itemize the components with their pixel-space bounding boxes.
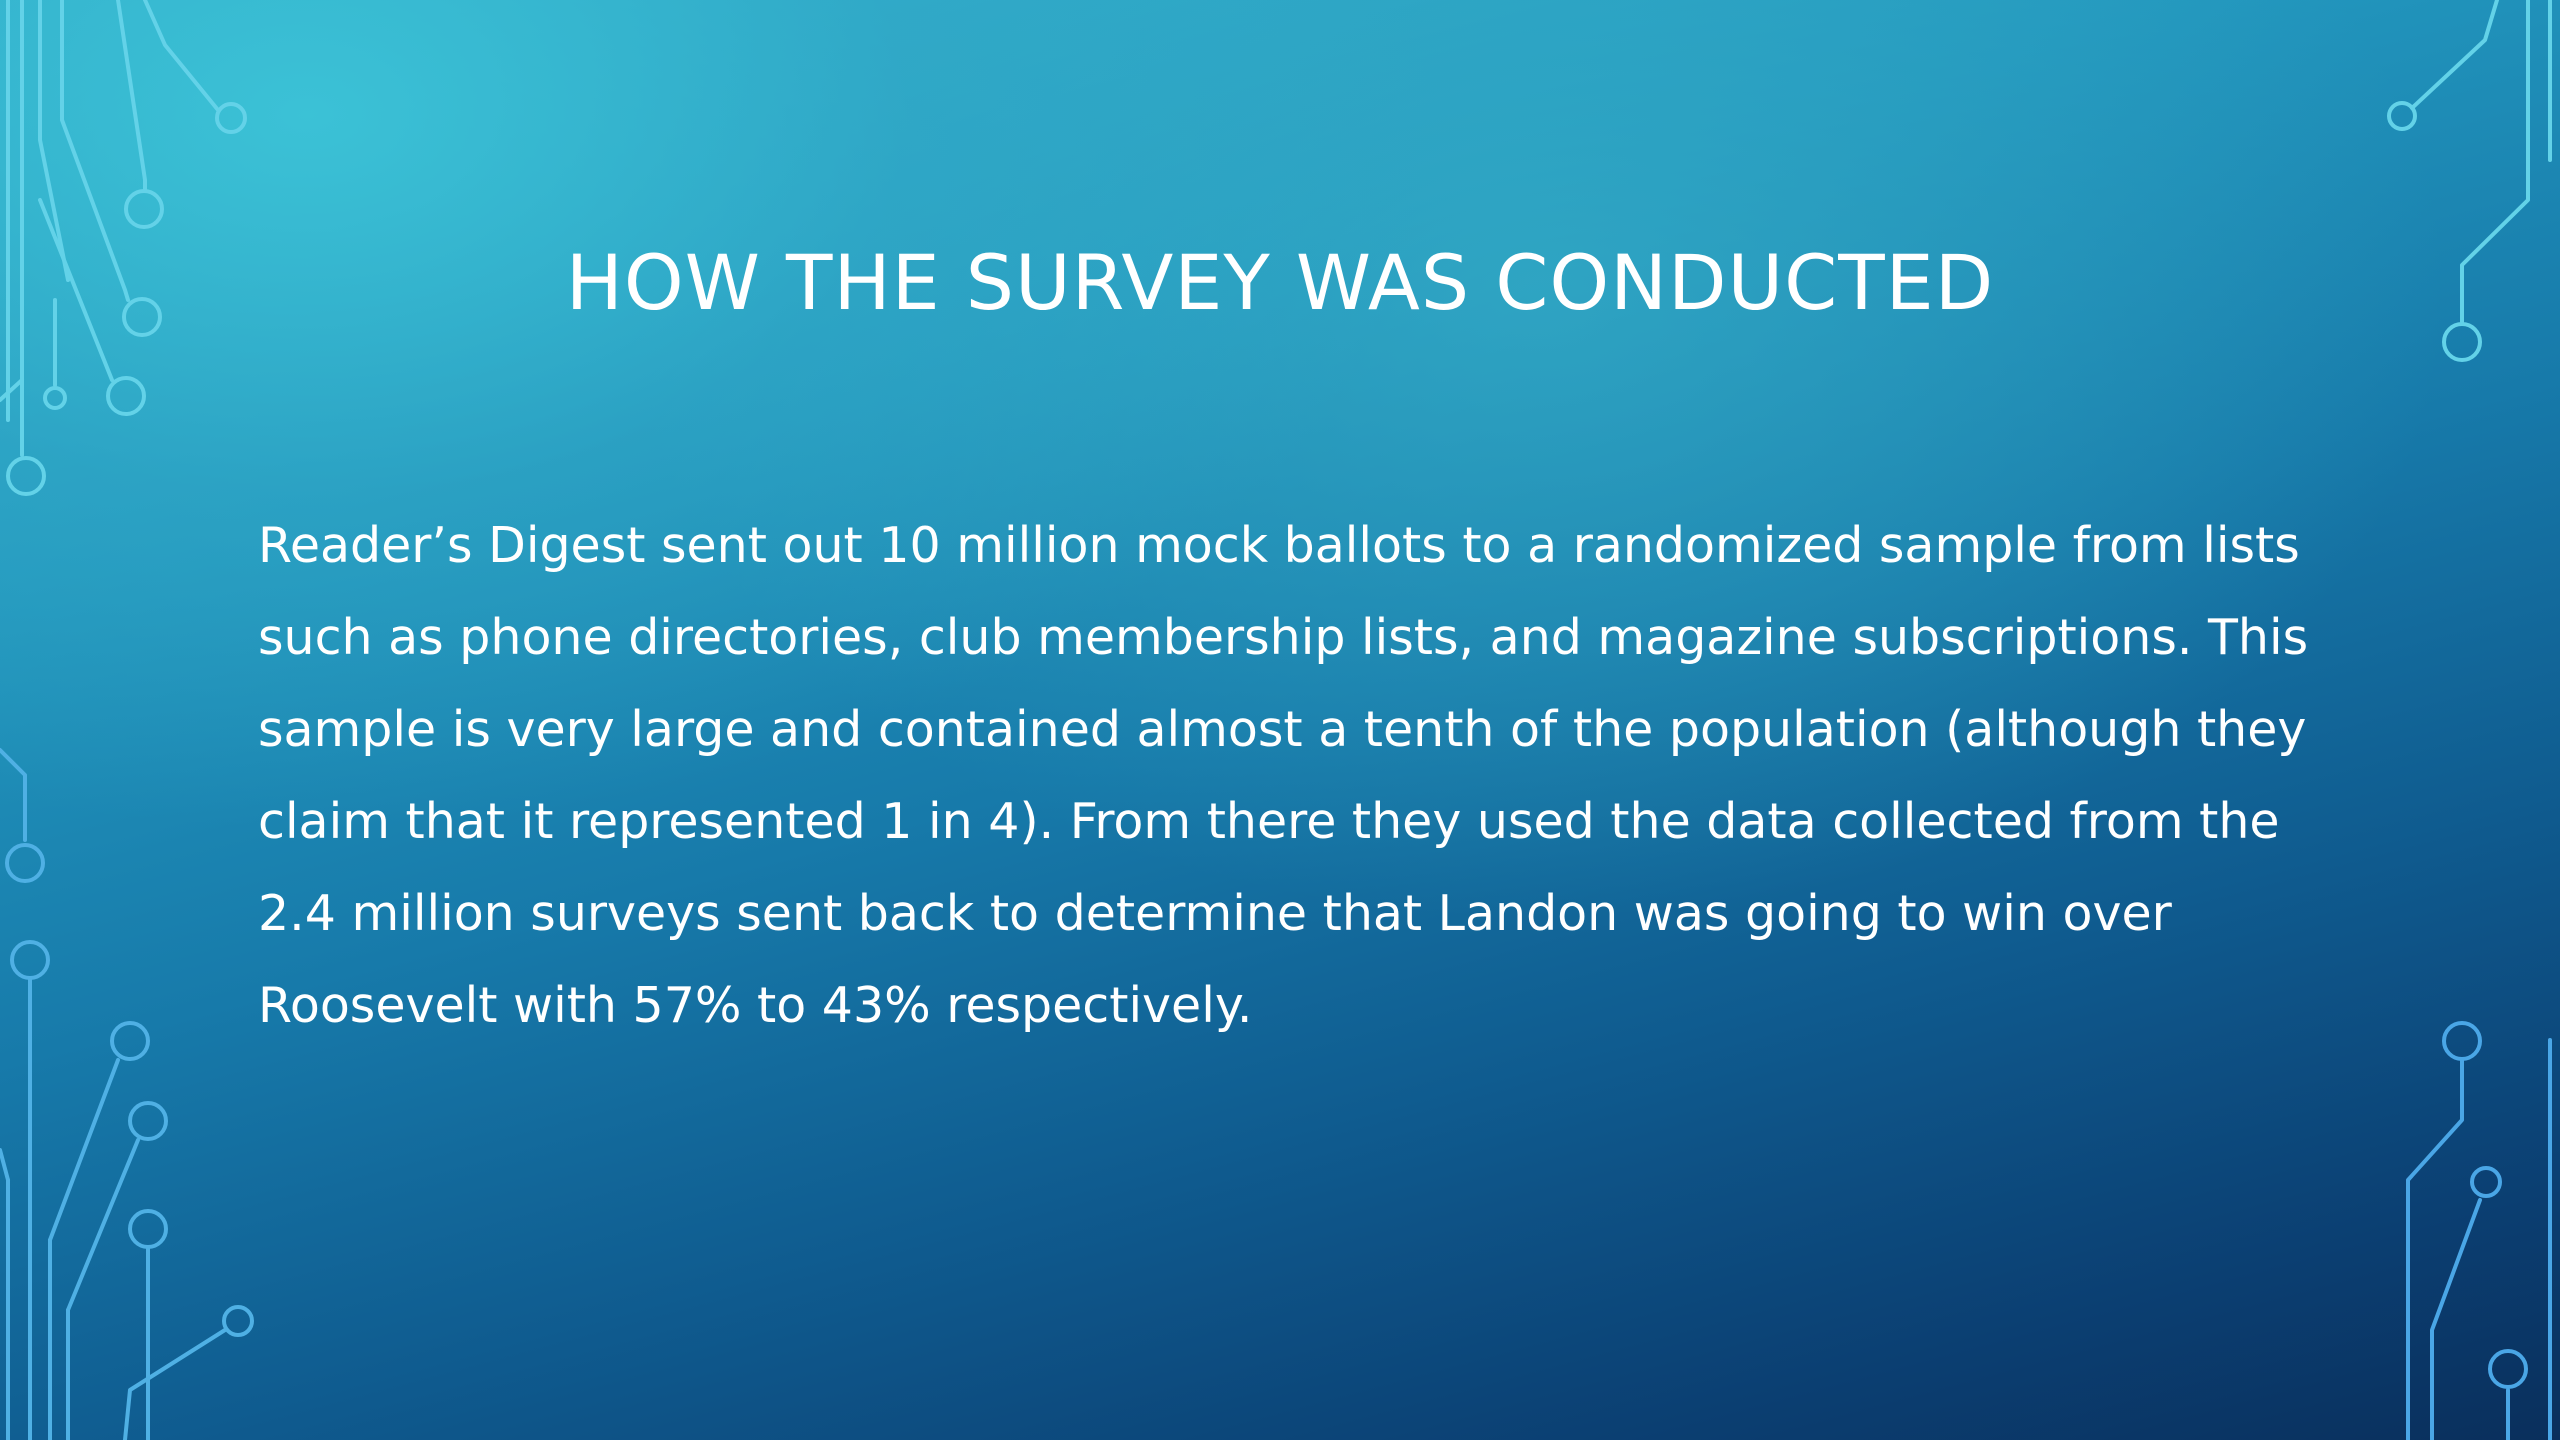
circuit-bottom-left — [0, 750, 252, 1440]
slide-title: HOW THE SURVEY WAS CONDUCTED — [565, 238, 1995, 327]
slide-body-text: Reader’s Digest sent out 10 million mock ballots to a randomized sample from lists such as phone directories, club membership lists, and magazine subscriptions. This sample is very large and contained almost a tenth of the population (although they claim that it represented 1 in 4). From there they used the data collected from the 2.4 million surveys sent back to determine that Landon was going to win over Roosevelt with 57% to 43% respectively. — [258, 517, 2309, 1034]
circuit-bottom-right — [2408, 1023, 2550, 1440]
